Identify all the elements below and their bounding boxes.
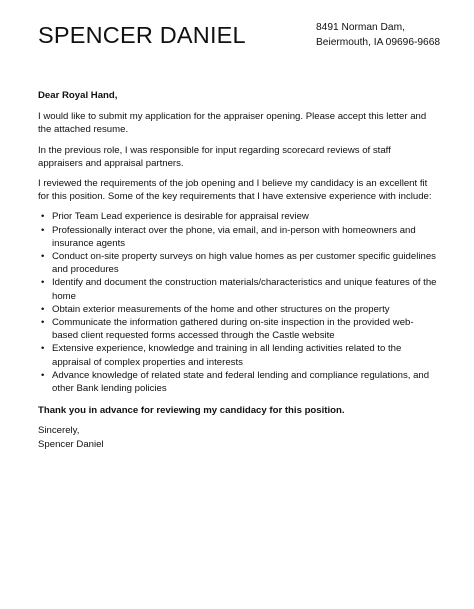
list-item-text: Professionally interact over the phone, via email, and in-person with homeowners and insurance agents bbox=[52, 224, 416, 249]
list-item bbox=[38, 369, 438, 395]
list-item-text: Conduct on-site property surveys on high value homes as per customer specific guidelines and procedures bbox=[52, 251, 436, 276]
list-item bbox=[38, 342, 438, 368]
list-item bbox=[38, 210, 438, 223]
intro-paragraph: I would like to submit my application for the appraiser opening. Please accept this letter and the attached resume. bbox=[38, 111, 427, 136]
previous-role-paragraph: In the previous role, I was responsible for input regarding scorecard reviews of staff appraisers and appraisal partners. bbox=[38, 144, 391, 169]
list-item-text: Extensive experience, knowledge and training in all lending activities related to the appraisal of complex properties and interests bbox=[52, 343, 402, 368]
list-item-text: Communicate the information gathered during on-site inspection in the provided web-based client requested forms accessed through the Castle website bbox=[52, 317, 414, 342]
closing-paragraph: Thank you in advance for reviewing my candidacy for this position. bbox=[38, 405, 345, 417]
address-line-1: 8491 Norman Dam, bbox=[316, 22, 405, 33]
bullet-icon: • bbox=[41, 343, 45, 355]
list-item-text: Obtain exterior measurements of the home and other structures on the property bbox=[52, 303, 390, 315]
applicant-address bbox=[316, 20, 440, 50]
requirements-list bbox=[38, 210, 438, 395]
signoff: Sincerely, bbox=[38, 425, 80, 437]
applicant-name: SPENCER DANIEL bbox=[38, 22, 246, 48]
list-item-text: Identify and document the construction materials/characteristics and unique features of the home bbox=[52, 277, 437, 302]
list-item bbox=[38, 224, 438, 250]
list-item bbox=[38, 316, 438, 342]
bullet-icon: • bbox=[41, 251, 45, 263]
list-item bbox=[38, 276, 438, 302]
letter-header bbox=[38, 20, 441, 60]
bullet-icon: • bbox=[41, 277, 45, 289]
bullet-icon: • bbox=[41, 224, 45, 236]
bullet-icon: • bbox=[41, 303, 45, 315]
list-item bbox=[38, 250, 438, 276]
bullet-icon: • bbox=[41, 211, 45, 223]
signature-name: Spencer Daniel bbox=[38, 438, 104, 450]
list-item-text: Prior Team Lead experience is desirable for appraisal review bbox=[52, 211, 309, 223]
salutation: Dear Royal Hand, bbox=[38, 90, 118, 101]
requirements-intro-paragraph: I reviewed the requirements of the job opening and I believe my candidacy is an excellent fit for this position. Some of the key requirements that I have extensive experience with include: bbox=[38, 178, 432, 203]
list-item bbox=[38, 303, 438, 316]
address-line-2: Beiermouth, IA 09696-9668 bbox=[316, 37, 441, 48]
bullet-icon: • bbox=[41, 369, 45, 381]
list-item-text: Advance knowledge of related state and federal lending and compliance regulations, and other Bank lending policies bbox=[52, 369, 430, 395]
bullet-icon: • bbox=[41, 317, 45, 329]
letter-body bbox=[38, 89, 438, 451]
